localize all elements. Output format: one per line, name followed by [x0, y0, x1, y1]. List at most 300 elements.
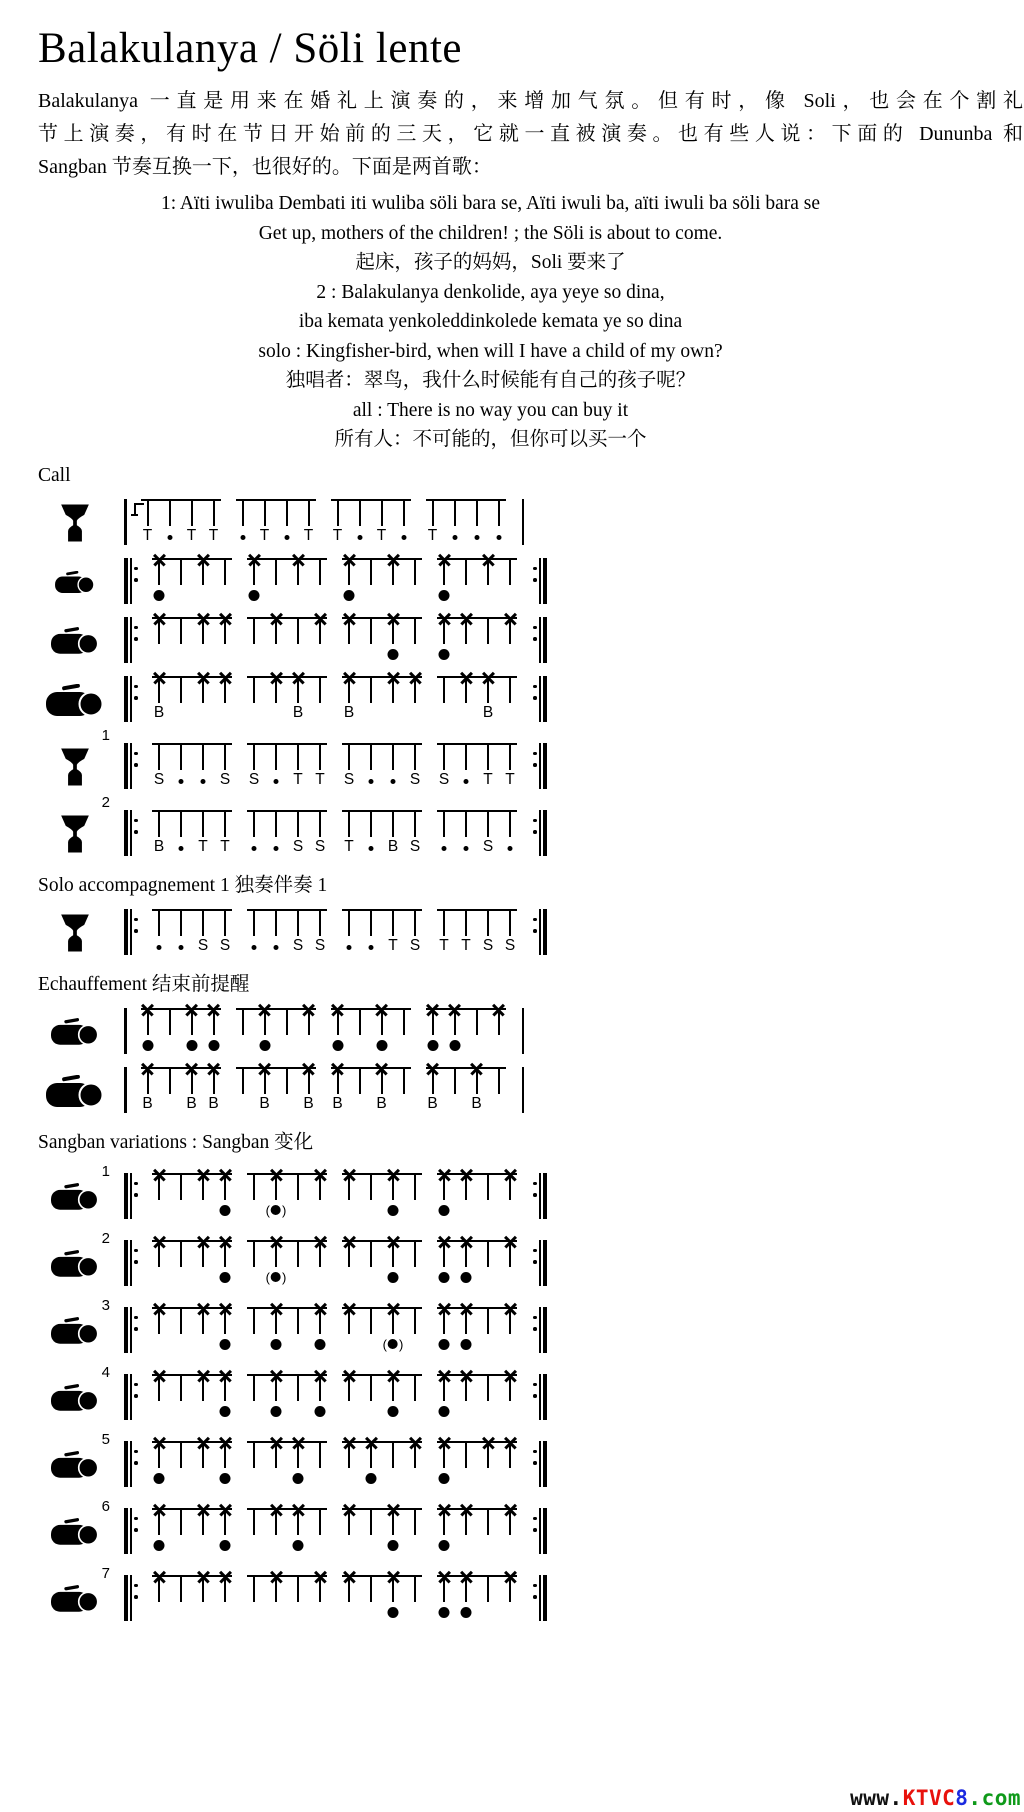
stem	[319, 676, 321, 703]
note-cell	[192, 1575, 214, 1623]
beat-group	[433, 558, 521, 606]
beat-group	[148, 1441, 236, 1489]
drum-stroke-dot	[439, 649, 450, 660]
bell-x	[270, 1303, 283, 1316]
bell-x	[482, 672, 495, 685]
bass-letter: B	[208, 1094, 219, 1112]
bell-x	[343, 1303, 356, 1316]
note-cell	[499, 676, 521, 724]
note-cell	[382, 1508, 404, 1556]
drum-stroke-dot	[439, 1205, 450, 1216]
kenkeni-icon	[55, 571, 95, 593]
bell-x	[343, 1236, 356, 1249]
stem	[297, 1173, 299, 1200]
stem	[180, 810, 182, 837]
note-cell	[148, 810, 170, 858]
stem	[454, 1067, 456, 1094]
bell-x	[219, 1437, 232, 1450]
note-cell	[148, 743, 170, 791]
stem	[443, 810, 445, 837]
bell-x	[387, 1236, 400, 1249]
watermark	[850, 1786, 1021, 1810]
note-cell	[243, 1575, 265, 1623]
drum-icon-wrap	[38, 1018, 112, 1045]
note-cell	[203, 499, 225, 547]
note-cell	[404, 909, 426, 957]
note-cell	[433, 909, 455, 957]
beat-group	[243, 1307, 331, 1355]
beat-group	[148, 909, 236, 957]
drum-icon-wrap	[38, 1075, 112, 1107]
repeat-start-barline	[124, 676, 140, 722]
beat-group	[243, 1575, 331, 1623]
bell-x	[219, 1169, 232, 1182]
stroke-letter: T	[427, 526, 438, 544]
stem	[414, 1374, 416, 1401]
note-cell	[265, 1173, 287, 1221]
note-cell	[276, 499, 298, 547]
note-cell	[477, 1374, 499, 1422]
drum-icon-wrap	[38, 1163, 112, 1210]
stem	[180, 1307, 182, 1334]
stroke-letter: S	[409, 770, 421, 788]
djembe-icon	[60, 503, 90, 543]
note-cell	[499, 1307, 521, 1355]
notation-line-sangban-var-4	[38, 1364, 1024, 1422]
note-cell	[181, 1008, 203, 1056]
drum-number: 2	[101, 793, 110, 811]
stem	[370, 743, 372, 770]
stem	[509, 743, 511, 770]
section-heading-echauffement: Echauffement 结束前提醒	[38, 973, 250, 995]
bell-x	[292, 672, 305, 685]
rest-dot	[201, 779, 206, 784]
note-cell	[265, 617, 287, 665]
bell-x	[387, 1169, 400, 1182]
note-cell	[433, 1173, 455, 1221]
bell-x	[207, 1063, 220, 1076]
note-cell	[265, 1374, 287, 1422]
stem	[286, 1067, 288, 1094]
bell-x	[302, 1063, 315, 1076]
note-cell	[214, 1575, 236, 1623]
rest-dot	[464, 846, 469, 851]
stem	[465, 909, 467, 936]
stem	[414, 909, 416, 936]
drum-stroke-dot	[142, 1040, 153, 1051]
section-heading-call: Call	[38, 464, 71, 486]
note-cell	[309, 676, 331, 724]
rest-dot	[369, 846, 374, 851]
stem	[487, 1374, 489, 1401]
note-cell	[433, 810, 455, 858]
stroke-letter: T	[388, 936, 398, 954]
drum-stroke-dot	[259, 1040, 270, 1051]
drum-icon-wrap	[38, 1565, 112, 1612]
note-cell	[488, 1067, 510, 1115]
note-cell	[477, 1575, 499, 1623]
drum-stroke-dot	[388, 1205, 399, 1216]
note-cell	[148, 558, 170, 606]
note-cell	[243, 1441, 265, 1489]
bell-x	[258, 1063, 271, 1076]
bell-x	[460, 1303, 473, 1316]
note-cell	[404, 1508, 426, 1556]
bass-letter: B	[482, 703, 494, 721]
notation-line-echauffement-sangban	[38, 1008, 1024, 1056]
rest-dot	[474, 535, 479, 540]
note-cell	[349, 499, 371, 547]
stem	[253, 1173, 255, 1200]
bell-x	[409, 1437, 422, 1450]
repeat-end-barline	[531, 1441, 547, 1487]
drum-icon-wrap	[38, 1297, 112, 1344]
bell-x	[504, 1571, 517, 1584]
stroke-letter: S	[504, 936, 516, 954]
note-cell	[338, 1374, 360, 1422]
lyric-line: 1: Aïti iwuliba Dembati iti wuliba söli bara se, Aïti iwuli ba, aïti iwuli ba söli bara se	[160, 193, 821, 214]
note-cell	[360, 1575, 382, 1623]
note-cell	[170, 1173, 192, 1221]
stem	[348, 810, 350, 837]
repeat-start-barline	[124, 1374, 140, 1420]
note-cell	[455, 676, 477, 724]
bell-x	[482, 1437, 495, 1450]
bell-x	[219, 1571, 232, 1584]
note-cell	[214, 676, 236, 724]
note-cell	[338, 1508, 360, 1556]
note-cell	[243, 1173, 265, 1221]
stem	[381, 499, 383, 526]
drum-stroke-dot	[461, 1272, 472, 1283]
bell-x	[270, 1437, 283, 1450]
note-cell	[477, 743, 499, 791]
note-cell	[192, 558, 214, 606]
note-cell	[170, 1441, 192, 1489]
stem	[180, 1441, 182, 1468]
bell-x	[314, 1303, 327, 1316]
beat-group	[243, 909, 331, 957]
beat-group	[243, 558, 331, 606]
beat-group	[433, 1441, 521, 1489]
rest-dot	[347, 945, 352, 950]
note-cell	[309, 1173, 331, 1221]
stroke-letter: B	[387, 837, 399, 855]
stem	[509, 810, 511, 837]
bell-x	[248, 554, 261, 567]
repeat-start-barline	[124, 1240, 140, 1286]
note-cell	[466, 499, 488, 547]
drum-icon-wrap	[38, 913, 112, 953]
staff	[124, 1307, 547, 1355]
staff	[124, 676, 547, 724]
note-cell	[455, 1173, 477, 1221]
note-cell	[309, 743, 331, 791]
notation-line-sangban	[38, 617, 1024, 665]
bass-letter: B	[332, 1094, 343, 1112]
bell-x	[219, 1303, 232, 1316]
stem	[319, 743, 321, 770]
note-cell	[404, 1575, 426, 1623]
rest-dot	[496, 535, 501, 540]
stem	[253, 676, 255, 703]
drum-stroke-dot	[449, 1040, 460, 1051]
stem	[169, 1008, 171, 1035]
bell-x	[207, 1004, 220, 1017]
drum-icon-wrap	[38, 793, 112, 854]
beat-group	[243, 743, 331, 791]
bell-x	[460, 1169, 473, 1182]
bass-letter: B	[303, 1094, 314, 1112]
rest-dot	[274, 846, 279, 851]
stem	[454, 499, 456, 526]
stem	[275, 558, 277, 585]
bass-letter: B	[142, 1094, 153, 1112]
rest-dot	[274, 945, 279, 950]
repeat-end-barline	[531, 1240, 547, 1286]
stem	[202, 743, 204, 770]
stem	[414, 743, 416, 770]
stem	[443, 743, 445, 770]
drum-stroke-dot	[388, 1540, 399, 1551]
note-cell	[170, 1374, 192, 1422]
beat-group	[338, 1240, 426, 1288]
note-cell	[360, 1240, 382, 1288]
bell-x	[153, 1504, 166, 1517]
note-cell	[298, 499, 320, 547]
note-cell	[455, 743, 477, 791]
note-cell	[404, 1173, 426, 1221]
staff	[124, 810, 547, 858]
stem	[476, 499, 478, 526]
repeat-start-barline	[124, 743, 140, 789]
stroke-letter: S	[314, 837, 326, 855]
rest-dot	[179, 945, 184, 950]
bell-x	[375, 1063, 388, 1076]
note-cell	[243, 617, 265, 665]
stem	[487, 1575, 489, 1602]
stem	[348, 909, 350, 936]
bell-x	[438, 1571, 451, 1584]
note-cell	[148, 1307, 170, 1355]
barline	[124, 1067, 127, 1113]
note-cell	[265, 1307, 287, 1355]
note-cell	[170, 909, 192, 957]
stem	[487, 743, 489, 770]
beat-group	[148, 743, 236, 791]
stem	[297, 1307, 299, 1334]
bell-x	[460, 1571, 473, 1584]
note-cell	[214, 909, 236, 957]
drum-stroke-dot	[220, 1272, 231, 1283]
bell-x	[438, 1504, 451, 1517]
notation-line-sangban-var-7	[38, 1565, 1024, 1623]
note-cell	[382, 1575, 404, 1623]
stem	[180, 1508, 182, 1535]
stem	[297, 1575, 299, 1602]
note-cell	[433, 617, 455, 665]
note-cell	[243, 743, 265, 791]
bell-x	[270, 613, 283, 626]
beat-group	[433, 1575, 521, 1623]
stem	[465, 743, 467, 770]
stem	[319, 1441, 321, 1468]
drum-stroke-dot	[439, 1607, 450, 1618]
rest-dot	[401, 535, 406, 540]
stroke-letter: S	[343, 770, 355, 788]
note-cell	[137, 1008, 159, 1056]
bell-x	[365, 1437, 378, 1450]
bell-x	[331, 1063, 344, 1076]
stem	[180, 909, 182, 936]
stem	[169, 1067, 171, 1094]
bell-x	[219, 672, 232, 685]
bell-x	[387, 672, 400, 685]
bell-x	[197, 1169, 210, 1182]
note-cell	[371, 499, 393, 547]
note-cell	[170, 810, 192, 858]
note-cell	[360, 1374, 382, 1422]
beat-group	[148, 617, 236, 665]
note-cell	[170, 1575, 192, 1623]
bass-letter: B	[186, 1094, 197, 1112]
watermark-segment: KTVC	[902, 1786, 956, 1810]
note-cell	[243, 810, 265, 858]
drum-stroke-dot	[315, 1406, 326, 1417]
note-cell	[192, 1441, 214, 1489]
note-cell	[360, 810, 382, 858]
notation-line-djembe-accomp-1	[38, 726, 1024, 791]
rest-dot	[508, 846, 513, 851]
note-cell	[148, 1173, 170, 1221]
note-cell	[309, 1374, 331, 1422]
drum-icon-wrap	[38, 684, 112, 716]
beat-group	[243, 676, 331, 724]
notation-line-echauffement-dununba	[38, 1067, 1024, 1115]
beat-group	[243, 1508, 331, 1556]
beat-group	[148, 1575, 236, 1623]
staff	[124, 743, 547, 791]
stem	[465, 810, 467, 837]
beat-group	[243, 1374, 331, 1422]
drum-stroke-dot	[388, 1406, 399, 1417]
staff	[124, 1508, 547, 1556]
stem	[297, 909, 299, 936]
note-cell	[214, 1508, 236, 1556]
note-cell	[265, 743, 287, 791]
stem	[465, 558, 467, 585]
drum-stroke-dot	[186, 1040, 197, 1051]
beat-group	[148, 810, 236, 858]
stem	[392, 1441, 394, 1468]
note-cell	[499, 617, 521, 665]
note-cell	[360, 676, 382, 724]
note-cell	[338, 1575, 360, 1623]
note-cell	[148, 1508, 170, 1556]
stroke-letter: B	[153, 837, 165, 855]
stem	[414, 1240, 416, 1267]
drum-stroke-dot	[220, 1339, 231, 1350]
stem	[297, 743, 299, 770]
note-cell	[232, 1008, 254, 1056]
note-cell	[287, 558, 309, 606]
bell-x	[504, 1437, 517, 1450]
bell-x	[197, 672, 210, 685]
repeat-start-barline	[124, 810, 140, 856]
stem	[202, 810, 204, 837]
beat-group	[338, 676, 426, 724]
section-heading-sangban-variations: Sangban variations : Sangban 变化	[38, 1131, 314, 1153]
staff	[124, 1067, 524, 1115]
note-cell	[298, 1008, 320, 1056]
bell-x	[219, 1370, 232, 1383]
bell-x	[197, 1303, 210, 1316]
bell-x	[314, 1236, 327, 1249]
stem	[180, 1240, 182, 1267]
note-cell	[382, 810, 404, 858]
rest-dot	[157, 945, 162, 950]
note-cell	[382, 909, 404, 957]
stroke-letter: S	[219, 936, 231, 954]
note-cell	[338, 810, 360, 858]
beat-group	[433, 810, 521, 858]
note-cell	[499, 743, 521, 791]
page-title: Balakulanya / Söli lente	[38, 25, 462, 72]
note-cell	[170, 743, 192, 791]
note-cell	[338, 909, 360, 957]
watermark-segment: 8	[955, 1786, 969, 1810]
bell-x	[375, 1004, 388, 1017]
bell-x	[460, 1236, 473, 1249]
bell-x	[387, 554, 400, 567]
note-cell	[203, 1067, 225, 1115]
bell-x	[438, 1370, 451, 1383]
stroke-letter: T	[303, 526, 314, 544]
note-cell	[265, 1575, 287, 1623]
repeat-start-barline	[124, 1307, 140, 1353]
note-cell	[499, 810, 521, 858]
pickup-flag-tick	[131, 514, 138, 516]
note-cell	[433, 1240, 455, 1288]
stem	[253, 1240, 255, 1267]
note-cell	[455, 1374, 477, 1422]
repeat-end-barline	[531, 676, 547, 722]
stem	[253, 909, 255, 936]
drum-stroke-dot	[439, 1406, 450, 1417]
bell-x	[270, 1571, 283, 1584]
intro-line: Balakulanya 一直是用来在婚礼上演奏的，来增加气氛。但有时，像 Soli，也会在个割礼	[38, 90, 1023, 112]
note-cell	[148, 676, 170, 724]
note-cell	[499, 558, 521, 606]
stem	[319, 558, 321, 585]
beat-group	[243, 1173, 331, 1221]
note-cell	[243, 1374, 265, 1422]
note-cell	[287, 1441, 309, 1489]
drum-stroke-dot	[461, 1339, 472, 1350]
stroke-letter: T	[315, 770, 325, 788]
bell-x	[153, 554, 166, 567]
note-cell	[192, 909, 214, 957]
stem	[509, 558, 511, 585]
note-cell	[148, 617, 170, 665]
stem	[414, 1173, 416, 1200]
stem	[253, 743, 255, 770]
note-cell	[404, 617, 426, 665]
bell-x	[438, 1236, 451, 1249]
notation-line-kenkeni	[38, 558, 1024, 606]
stem	[509, 676, 511, 703]
note-cell	[243, 558, 265, 606]
